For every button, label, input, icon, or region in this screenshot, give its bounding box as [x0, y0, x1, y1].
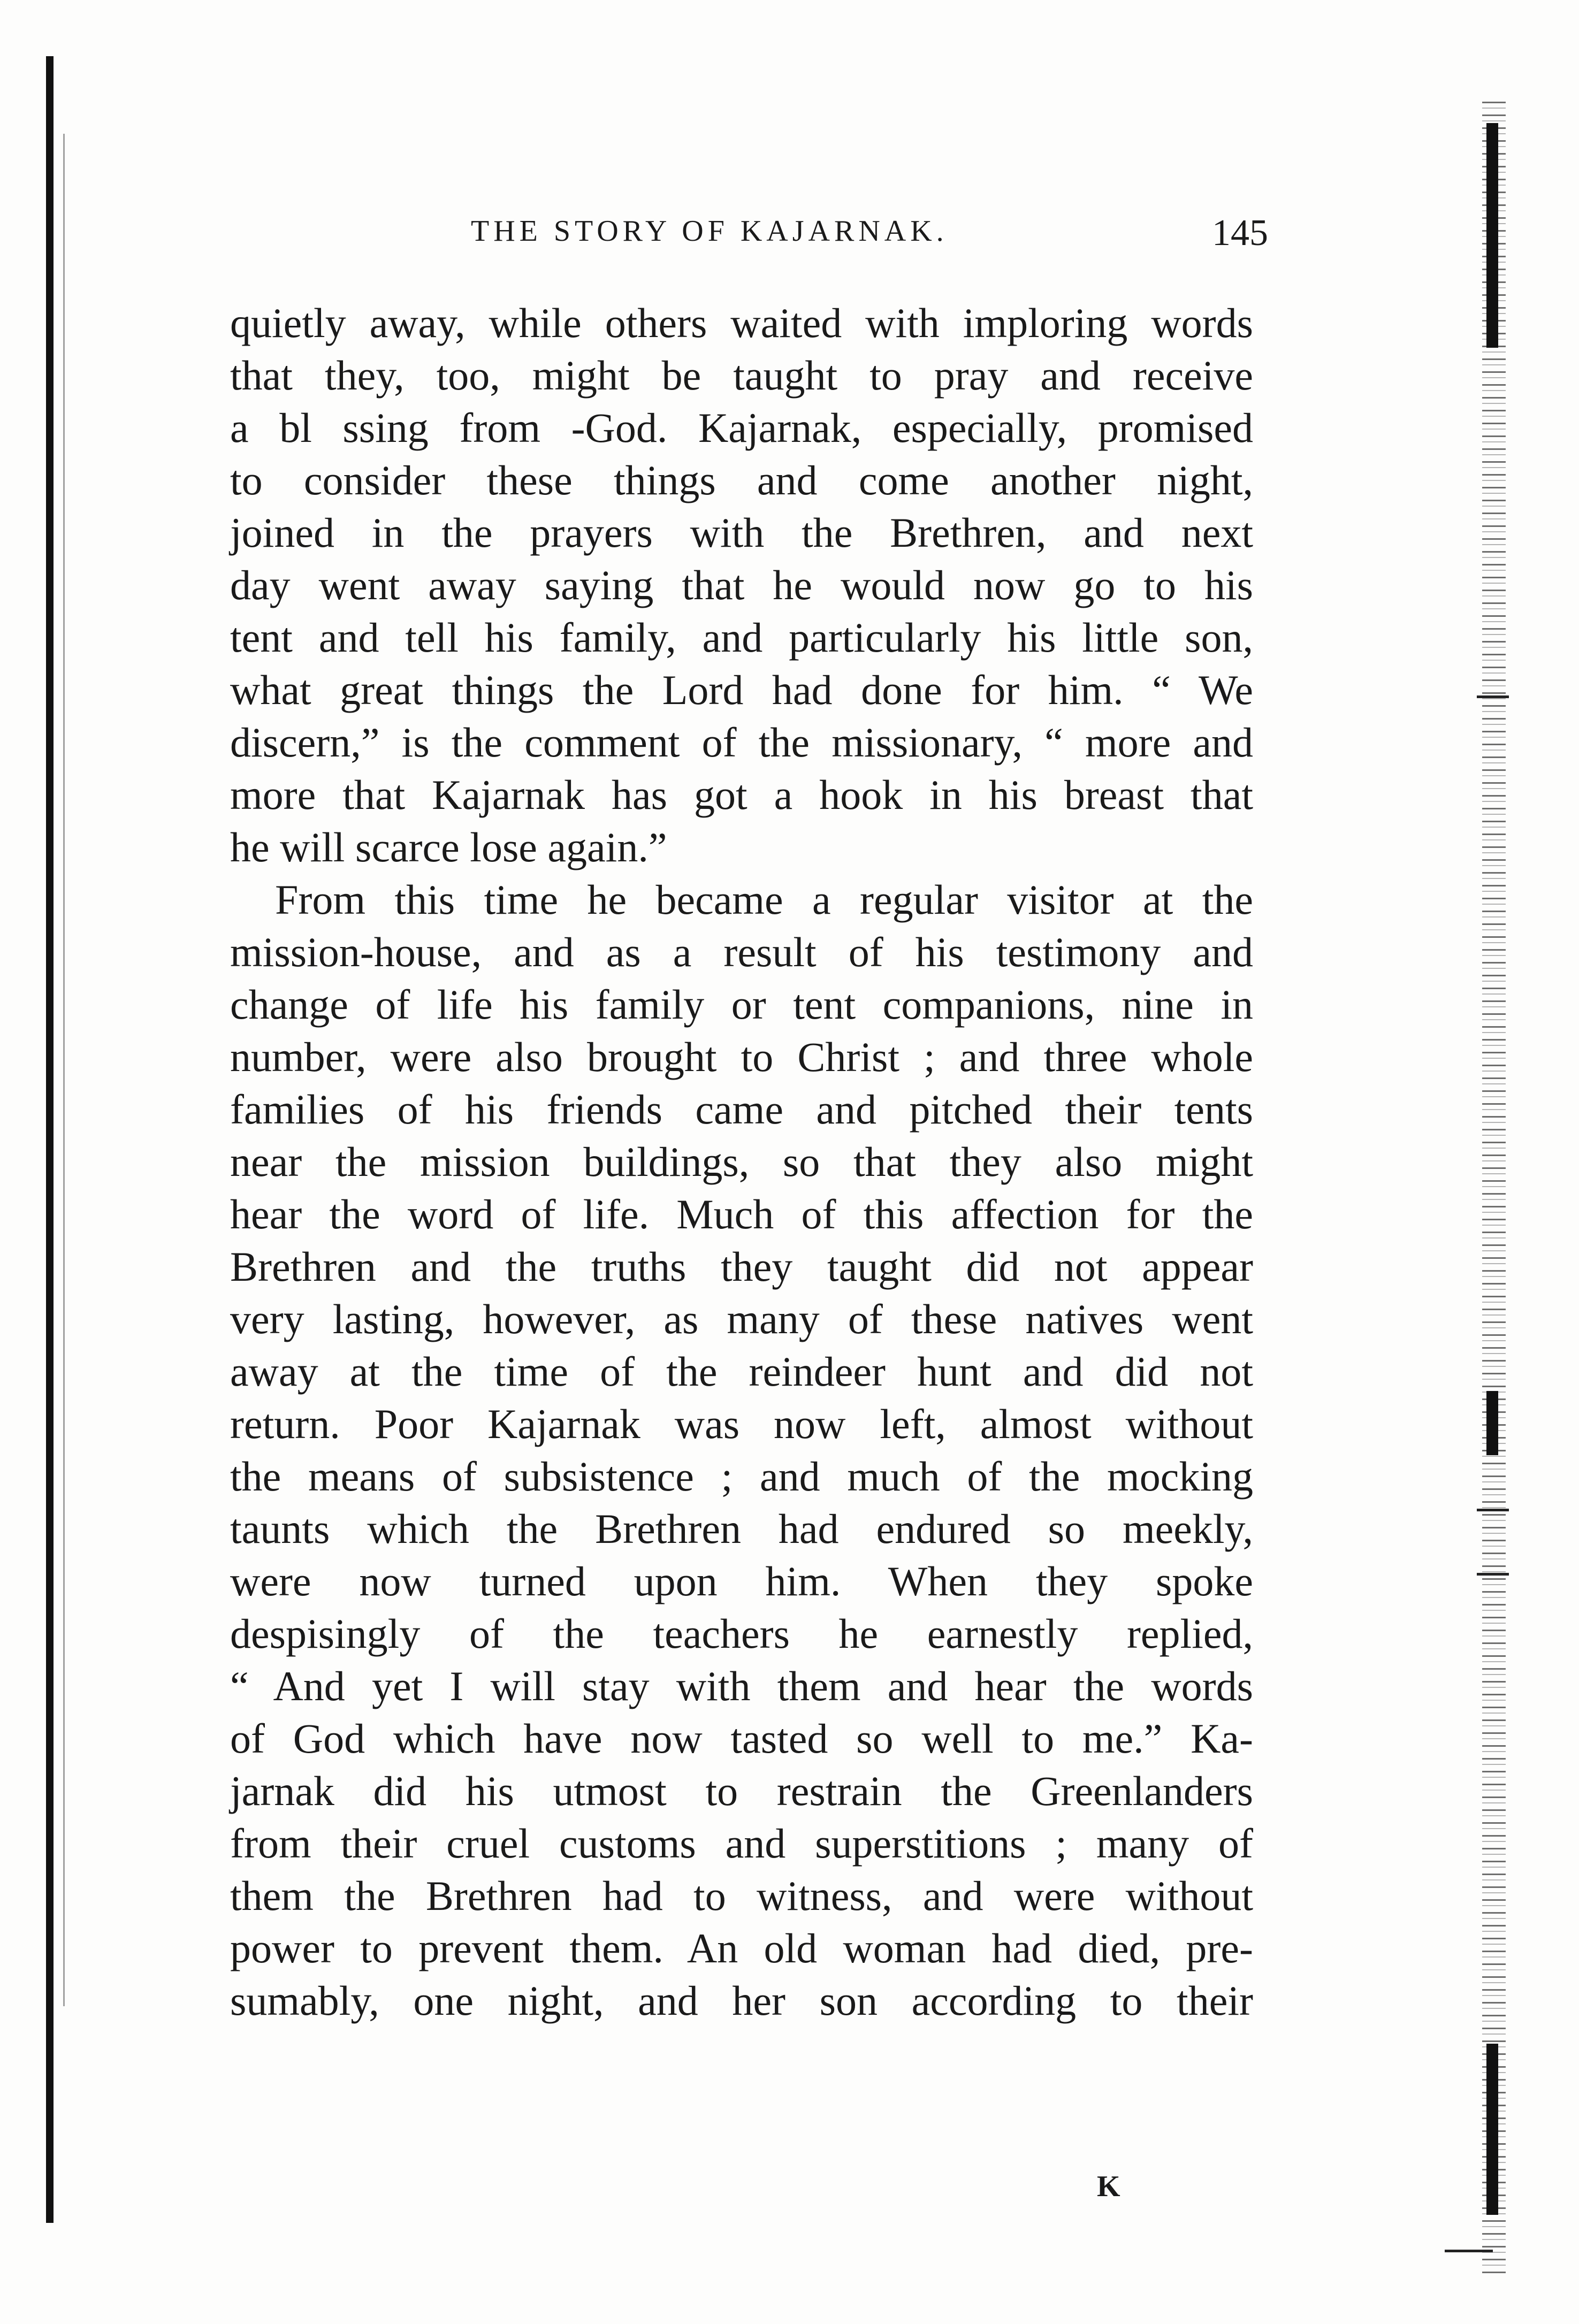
text-line: sumably, one night, and her son according to their	[230, 1977, 1253, 2024]
text-line: families of his friends came and pitched their tents	[230, 1086, 1253, 1133]
page-number: 145	[1212, 212, 1268, 254]
text-line: were now turned upon him. When they spoke	[230, 1558, 1253, 1604]
text-line: he will scarce lose again.”	[230, 824, 667, 870]
binding-line-left	[63, 134, 65, 2006]
text-line: quietly away, while others waited with imploring words	[230, 300, 1253, 346]
text-line: them the Brethren had to witness, and were without	[230, 1872, 1253, 1919]
text-line: joined in the prayers with the Brethren, and next	[230, 509, 1253, 556]
text-line: despisingly of the teachers he earnestly replied,	[230, 1610, 1253, 1657]
text-line: change of life his family or tent companions, nine in	[230, 981, 1253, 1028]
scan-edge-tick-3	[1477, 1573, 1509, 1576]
scan-edge-right-dark-1	[1486, 123, 1498, 348]
text-line: tent and tell his family, and particularly his little son,	[230, 614, 1253, 661]
text-line: “ And yet I will stay with them and hear the words	[230, 1663, 1253, 1709]
text-line: that they, too, might be taught to pray and receive	[230, 352, 1253, 399]
text-line: very lasting, however, as many of these natives went	[230, 1296, 1253, 1342]
text-line: number, were also brought to Christ ; and three whole	[230, 1034, 1253, 1080]
text-line: from their cruel customs and superstitions ; many of	[230, 1820, 1253, 1867]
text-line: away at the time of the reindeer hunt and did not	[230, 1348, 1253, 1395]
body-text	[230, 297, 1253, 2027]
text-line: day went away saying that he would now go to his	[230, 562, 1253, 608]
text-line: return. Poor Kajarnak was now left, almost without	[230, 1401, 1253, 1447]
signature-mark: K	[1097, 2170, 1120, 2203]
text-line: taunts which the Brethren had endured so meekly,	[230, 1505, 1253, 1552]
text-line: to consider these things and come another night,	[230, 457, 1253, 503]
scan-edge-right-dark-2	[1486, 1391, 1498, 1455]
text-line: a bl ssing from -God. Kajarnak, especially, promised	[230, 404, 1253, 451]
text-line: more that Kajarnak has got a hook in his breast that	[230, 771, 1253, 818]
text-line: discern,” is the comment of the missionary, “ more and	[230, 719, 1253, 766]
scan-edge-tick-4	[1445, 2250, 1493, 2252]
text-line: hear the word of life. Much of this affection for the	[230, 1191, 1253, 1237]
text-line: power to prevent them. An old woman had died, pre-	[230, 1925, 1253, 1971]
text-line: the means of subsistence ; and much of the mocking	[230, 1453, 1253, 1500]
text-line: Brethren and the truths they taught did not appear	[230, 1243, 1253, 1290]
text-line: jarnak did his utmost to restrain the Greenlanders	[230, 1768, 1253, 1814]
text-line: near the mission buildings, so that they also might	[230, 1138, 1253, 1185]
scan-edge-tick-1	[1477, 695, 1509, 698]
page-header	[230, 214, 1268, 262]
scan-edge-right-dark-3	[1486, 2044, 1498, 2215]
text-line: of God which have now tasted so well to me.” Ka-	[230, 1715, 1253, 1762]
scan-edge-tick-2	[1477, 1509, 1509, 1511]
text-line: mission-house, and as a result of his testimony and	[230, 929, 1253, 975]
scan-edge-right	[1482, 102, 1506, 2274]
text-line: From this time he became a regular visitor at the	[275, 876, 1253, 923]
running-head: THE STORY OF KAJARNAK.	[471, 215, 948, 248]
text-line: what great things the Lord had done for him. “ We	[230, 667, 1253, 713]
binding-shadow-left	[46, 56, 54, 2223]
